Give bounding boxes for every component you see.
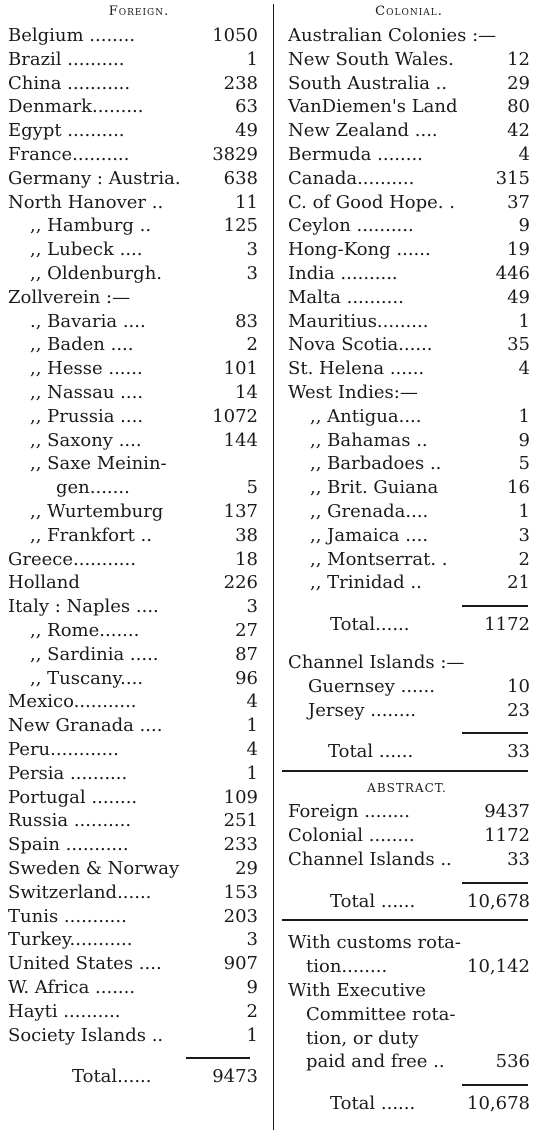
foreign-row-value: 3 <box>246 929 258 951</box>
foreign-row-label: ,, Baden .... <box>30 334 134 356</box>
foreign-row-label: ,, Frankfort .. <box>30 524 152 546</box>
foreign-row <box>8 1000 258 1024</box>
foreign-row <box>8 905 258 929</box>
foreign-row-value: 38 <box>235 524 258 546</box>
channel-total-value: 33 <box>507 741 530 763</box>
foreign-row <box>8 405 258 429</box>
abstract-row-value: 33 <box>507 848 530 870</box>
channel-total-rule <box>462 732 528 734</box>
colonial-row-label: Mauritius......... <box>288 310 429 332</box>
colonial-row-value: 42 <box>507 120 530 142</box>
foreign-row <box>8 24 258 48</box>
colonial-row-value: 21 <box>507 572 530 594</box>
foreign-row <box>8 286 258 310</box>
colonial-row <box>288 48 530 72</box>
foreign-row <box>8 429 258 453</box>
foreign-row-value: 14 <box>235 382 258 403</box>
abstract-total <box>288 890 530 914</box>
foreign-row-label: Turkey........... <box>8 929 133 951</box>
colonial-row-value: 9 <box>518 429 530 451</box>
foreign-row <box>8 357 258 381</box>
foreign-row-value: 2 <box>246 334 258 356</box>
foreign-row-label: United States .... <box>8 953 162 975</box>
colonial-row <box>288 571 530 595</box>
channel-row <box>288 675 530 699</box>
foreign-row-value: 144 <box>223 429 258 451</box>
foreign-row <box>8 119 258 143</box>
executive-rotation-line-label: tion, or duty <box>306 1027 419 1049</box>
foreign-row-value: 2 <box>246 1000 258 1022</box>
foreign-row-label: France.......... <box>8 144 130 165</box>
foreign-row-value: 3829 <box>212 144 258 165</box>
colonial-row-value: 1 <box>518 405 530 427</box>
executive-rotation-line-label: With Executive <box>288 980 426 1001</box>
foreign-row <box>8 833 258 857</box>
executive-rotation-line <box>288 1050 530 1074</box>
foreign-row-label: Zollverein :— <box>8 286 131 308</box>
foreign-row <box>8 762 258 786</box>
colonial-row-value: 4 <box>518 144 530 165</box>
foreign-row <box>8 143 258 167</box>
abstract-total-value: 10,678 <box>467 890 530 912</box>
rotation-total-rule <box>462 1084 528 1086</box>
foreign-row <box>8 619 258 643</box>
foreign-heading: Foreign. <box>108 4 170 19</box>
colonial-row-value: 29 <box>507 72 530 94</box>
colonial-total <box>288 613 530 637</box>
channel-total <box>288 740 530 764</box>
executive-rotation-line-label: Committee rota- <box>306 1003 456 1025</box>
foreign-row <box>8 500 258 524</box>
colonial-row-label: New South Wales. <box>288 48 454 70</box>
foreign-row-label: Greece........... <box>8 548 136 570</box>
foreign-row-label: Peru............ <box>8 739 119 760</box>
colonial-row <box>288 357 530 381</box>
colonial-row-value: 37 <box>507 191 530 213</box>
abstract-row-value: 1172 <box>484 825 530 846</box>
column-divider <box>273 4 274 1130</box>
foreign-row-value: 9 <box>246 977 258 998</box>
foreign-row-value: 251 <box>223 810 258 832</box>
foreign-row-value: 233 <box>223 834 258 856</box>
colonial-row-label: C. of Good Hope. . <box>288 191 455 213</box>
foreign-row <box>8 881 258 905</box>
foreign-row-label: ,, Prussia .... <box>30 405 144 427</box>
colonial-total-value: 1172 <box>484 614 530 636</box>
colonial-row-label: South Australia .. <box>288 72 448 94</box>
customs-rotation-line <box>288 955 530 979</box>
colonial-row-label: VanDiemen's Land <box>288 96 458 118</box>
foreign-row <box>8 952 258 976</box>
foreign-total-label: Total...... <box>72 1066 152 1088</box>
colonial-row-label: Bermuda ........ <box>288 144 423 165</box>
colonial-row-label: ,, Grenada.... <box>310 501 429 522</box>
foreign-row-label: Switzerland...... <box>8 881 152 903</box>
foreign-row-label: ,, Oldenburgh. <box>30 263 163 284</box>
foreign-row <box>8 238 258 262</box>
colonial-row-label: ,, Brit. Guiana <box>310 477 439 499</box>
foreign-row <box>8 476 258 500</box>
colonial-row-value: 3 <box>518 524 530 546</box>
colonial-row <box>288 429 530 453</box>
abstract-heading: ABSTRACT. <box>367 781 447 796</box>
foreign-total-rule <box>186 1057 250 1059</box>
foreign-row-value: 153 <box>223 881 258 903</box>
foreign-row-label: ,, Saxe Meinin- <box>30 453 167 475</box>
abstract-row-label: Foreign ........ <box>288 801 410 823</box>
colonial-row <box>288 143 530 167</box>
colonial-row-value: 19 <box>507 239 530 261</box>
section-rule <box>282 770 528 772</box>
channel-heading <box>288 651 530 675</box>
colonial-row-label: ,, Montserrat. . <box>310 548 448 570</box>
foreign-row-value: 203 <box>223 905 258 927</box>
foreign-row <box>8 262 258 286</box>
colonial-row <box>288 191 530 215</box>
colonial-row-label: St. Helena ...... <box>288 358 425 380</box>
colonial-row <box>288 72 530 96</box>
foreign-row-value: 5 <box>246 477 258 499</box>
foreign-row-label: ,, Nassau .... <box>30 382 144 403</box>
channel-row-value: 10 <box>507 675 530 697</box>
foreign-row-value: 1 <box>246 762 258 784</box>
foreign-row <box>8 714 258 738</box>
colonial-row-value: 1 <box>518 501 530 522</box>
foreign-row <box>8 381 258 405</box>
colonial-row-label: New Zealand .... <box>288 120 438 142</box>
foreign-row-label: Society Islands .. <box>8 1024 164 1046</box>
colonial-row <box>288 262 530 286</box>
colonial-row-label: Ceylon .......... <box>288 215 414 237</box>
rotation-total <box>288 1092 530 1116</box>
foreign-row <box>8 191 258 215</box>
colonial-row <box>288 310 530 334</box>
foreign-row <box>8 595 258 619</box>
foreign-row-label: China ........... <box>8 72 131 94</box>
colonial-row-value: 2 <box>518 548 530 570</box>
colonial-row <box>288 238 530 262</box>
colonial-row-value: 5 <box>518 453 530 475</box>
foreign-row-value: 11 <box>235 191 258 213</box>
channel-heading-label: Channel Islands :— <box>288 652 465 673</box>
foreign-row-label: Brazil .......... <box>8 48 125 70</box>
colonial-row <box>288 24 530 48</box>
colonial-row-label: Hong-Kong ...... <box>288 239 431 261</box>
foreign-row-value: 1072 <box>212 405 258 427</box>
foreign-row-value: 3 <box>246 596 258 618</box>
abstract-row <box>288 800 530 824</box>
colonial-row <box>288 405 530 429</box>
abstract-total-label: Total ...... <box>330 890 416 912</box>
foreign-row <box>8 72 258 96</box>
foreign-row-value: 63 <box>235 96 258 118</box>
foreign-row <box>8 857 258 881</box>
foreign-row <box>8 976 258 1000</box>
foreign-row <box>8 333 258 357</box>
foreign-row-label: Tunis ........... <box>8 905 127 927</box>
executive-rotation-line <box>288 1027 530 1051</box>
colonial-row <box>288 500 530 524</box>
foreign-row-label: ,, Sardinia ..... <box>30 643 159 665</box>
abstract-row-value: 9437 <box>484 801 530 823</box>
foreign-row-value: 1 <box>246 715 258 737</box>
foreign-row-label: Russia .......... <box>8 810 132 832</box>
abstract-row <box>288 848 530 872</box>
executive-rotation-line <box>288 1003 530 1027</box>
foreign-row-label: ,, Lubeck .... <box>30 239 143 261</box>
colonial-row-label: India .......... <box>288 263 398 284</box>
foreign-row-value: 87 <box>235 643 258 665</box>
foreign-total-value: 9473 <box>212 1066 258 1088</box>
foreign-row-value: 238 <box>223 72 258 94</box>
foreign-row-label: Sweden & Norway <box>8 858 180 879</box>
foreign-row <box>8 548 258 572</box>
colonial-row-label: ,, Barbadoes .. <box>310 453 442 475</box>
abstract-total-rule <box>462 882 528 884</box>
foreign-row-value: 4 <box>246 739 258 760</box>
foreign-row-label: Egypt .......... <box>8 120 125 142</box>
foreign-row <box>8 214 258 238</box>
foreign-row <box>8 643 258 667</box>
foreign-row-value: 96 <box>235 667 258 689</box>
foreign-row-value: 125 <box>223 215 258 237</box>
colonial-row <box>288 214 530 238</box>
foreign-row <box>8 738 258 762</box>
foreign-row-label: Germany : Austria. <box>8 167 181 189</box>
foreign-row-label: Hayti .......... <box>8 1000 121 1022</box>
colonial-total-rule <box>462 605 528 607</box>
executive-rotation-line-label: paid and free .. <box>306 1051 445 1073</box>
colonial-row-label: ,, Trinidad .. <box>310 572 422 594</box>
foreign-row-value: 3 <box>246 239 258 261</box>
foreign-row-value: 83 <box>235 310 258 332</box>
foreign-row <box>8 95 258 119</box>
colonial-row-value: 4 <box>518 358 530 380</box>
executive-rotation-line <box>288 979 530 1003</box>
colonial-row-value: 35 <box>507 334 530 356</box>
foreign-row-label: ,, Wurtemburg <box>30 501 164 522</box>
colonial-row <box>288 333 530 357</box>
foreign-row-label: ,, Hesse ...... <box>30 358 143 380</box>
colonial-row <box>288 286 530 310</box>
channel-total-label: Total ...... <box>328 741 414 763</box>
foreign-row-label: W. Africa ....... <box>8 977 136 998</box>
abstract-row <box>288 824 530 848</box>
channel-row-label: Jersey ........ <box>308 699 417 721</box>
foreign-row-label: ,, Saxony .... <box>30 429 142 451</box>
foreign-row <box>8 571 258 595</box>
foreign-row-value: 4 <box>246 691 258 713</box>
customs-rotation-line <box>288 931 530 955</box>
colonial-row <box>288 381 530 405</box>
colonial-heading: Colonial. <box>375 4 443 19</box>
colonial-row-value: 12 <box>507 48 530 70</box>
foreign-row-value: 3 <box>246 263 258 284</box>
foreign-row-label: Portugal ........ <box>8 786 138 808</box>
foreign-row-label: Spain ........... <box>8 834 129 856</box>
colonial-row-label: Canada.......... <box>288 167 415 189</box>
colonial-row-value: 9 <box>518 215 530 237</box>
foreign-row-label: ., Bavaria .... <box>30 310 146 332</box>
rotation-total-value: 10,678 <box>467 1093 530 1115</box>
colonial-row-label: Australian Colonies :— <box>288 25 497 46</box>
colonial-row-label: Nova Scotia...... <box>288 334 433 356</box>
colonial-row-label: Malta .......... <box>288 286 404 308</box>
colonial-row-value: 315 <box>495 167 530 189</box>
colonial-total-label: Total...... <box>330 614 410 636</box>
colonial-row-label: ,, Antigua.... <box>310 405 422 427</box>
foreign-row-label: gen....... <box>56 477 130 499</box>
foreign-row-value: 18 <box>235 548 258 570</box>
colonial-row <box>288 452 530 476</box>
channel-row-value: 23 <box>507 699 530 721</box>
colonial-row <box>288 119 530 143</box>
channel-row <box>288 699 530 723</box>
foreign-row <box>8 809 258 833</box>
customs-rotation-line-label: tion........ <box>306 956 388 978</box>
foreign-row-label: ,, Rome....... <box>30 620 140 641</box>
colonial-row-value: 80 <box>507 96 530 118</box>
foreign-row <box>8 310 258 334</box>
colonial-row-label: ,, Bahamas .. <box>310 429 428 451</box>
colonial-row <box>288 167 530 191</box>
executive-rotation-line-value: 536 <box>495 1051 530 1073</box>
foreign-row <box>8 786 258 810</box>
foreign-row <box>8 667 258 691</box>
abstract-row-label: Channel Islands .. <box>288 848 452 870</box>
foreign-row-value: 638 <box>223 167 258 189</box>
channel-row-label: Guernsey ...... <box>308 675 435 697</box>
foreign-row-label: New Granada .... <box>8 715 163 737</box>
foreign-row-value: 109 <box>223 786 258 808</box>
foreign-row-value: 101 <box>223 358 258 380</box>
foreign-row-label: ,, Tuscany.... <box>30 667 144 689</box>
foreign-row-value: 1 <box>246 1024 258 1046</box>
foreign-row-value: 29 <box>235 858 258 879</box>
colonial-row <box>288 95 530 119</box>
foreign-row-label: North Hanover .. <box>8 191 164 213</box>
foreign-row <box>8 690 258 714</box>
foreign-row-label: Persia .......... <box>8 762 128 784</box>
foreign-row-label: Belgium ........ <box>8 25 136 46</box>
foreign-row-label: Holland <box>8 572 80 594</box>
colonial-row <box>288 476 530 500</box>
foreign-row <box>8 452 258 476</box>
colonial-row-label: ,, Jamaica .... <box>310 524 429 546</box>
foreign-row <box>8 1024 258 1048</box>
colonial-row <box>288 524 530 548</box>
foreign-row <box>8 524 258 548</box>
customs-rotation-line-value: 10,142 <box>467 956 530 978</box>
foreign-row-label: ,, Hamburg .. <box>30 215 152 237</box>
colonial-row-value: 1 <box>518 310 530 332</box>
foreign-row-label: Denmark......... <box>8 96 144 118</box>
foreign-row-value: 137 <box>223 501 258 522</box>
abstract-bottom-rule <box>282 919 528 921</box>
foreign-row-label: Mexico........... <box>8 691 137 713</box>
foreign-row <box>8 928 258 952</box>
colonial-row-label: West Indies:— <box>288 382 418 403</box>
foreign-row-value: 27 <box>235 620 258 641</box>
foreign-row-value: 1050 <box>212 25 258 46</box>
abstract-row-label: Colonial ........ <box>288 825 415 846</box>
colonial-row-value: 16 <box>507 477 530 499</box>
foreign-total <box>8 1065 258 1089</box>
foreign-row-value: 49 <box>235 120 258 142</box>
foreign-row-value: 226 <box>223 572 258 594</box>
foreign-row <box>8 48 258 72</box>
rotation-total-label: Total ...... <box>330 1093 416 1115</box>
foreign-row <box>8 167 258 191</box>
foreign-row-value: 907 <box>223 953 258 975</box>
colonial-row-value: 446 <box>495 263 530 284</box>
customs-rotation-line-label: With customs rota- <box>288 932 461 954</box>
colonial-row <box>288 548 530 572</box>
foreign-row-value: 1 <box>246 48 258 70</box>
foreign-row-label: Italy : Naples .... <box>8 596 159 618</box>
colonial-row-value: 49 <box>507 286 530 308</box>
